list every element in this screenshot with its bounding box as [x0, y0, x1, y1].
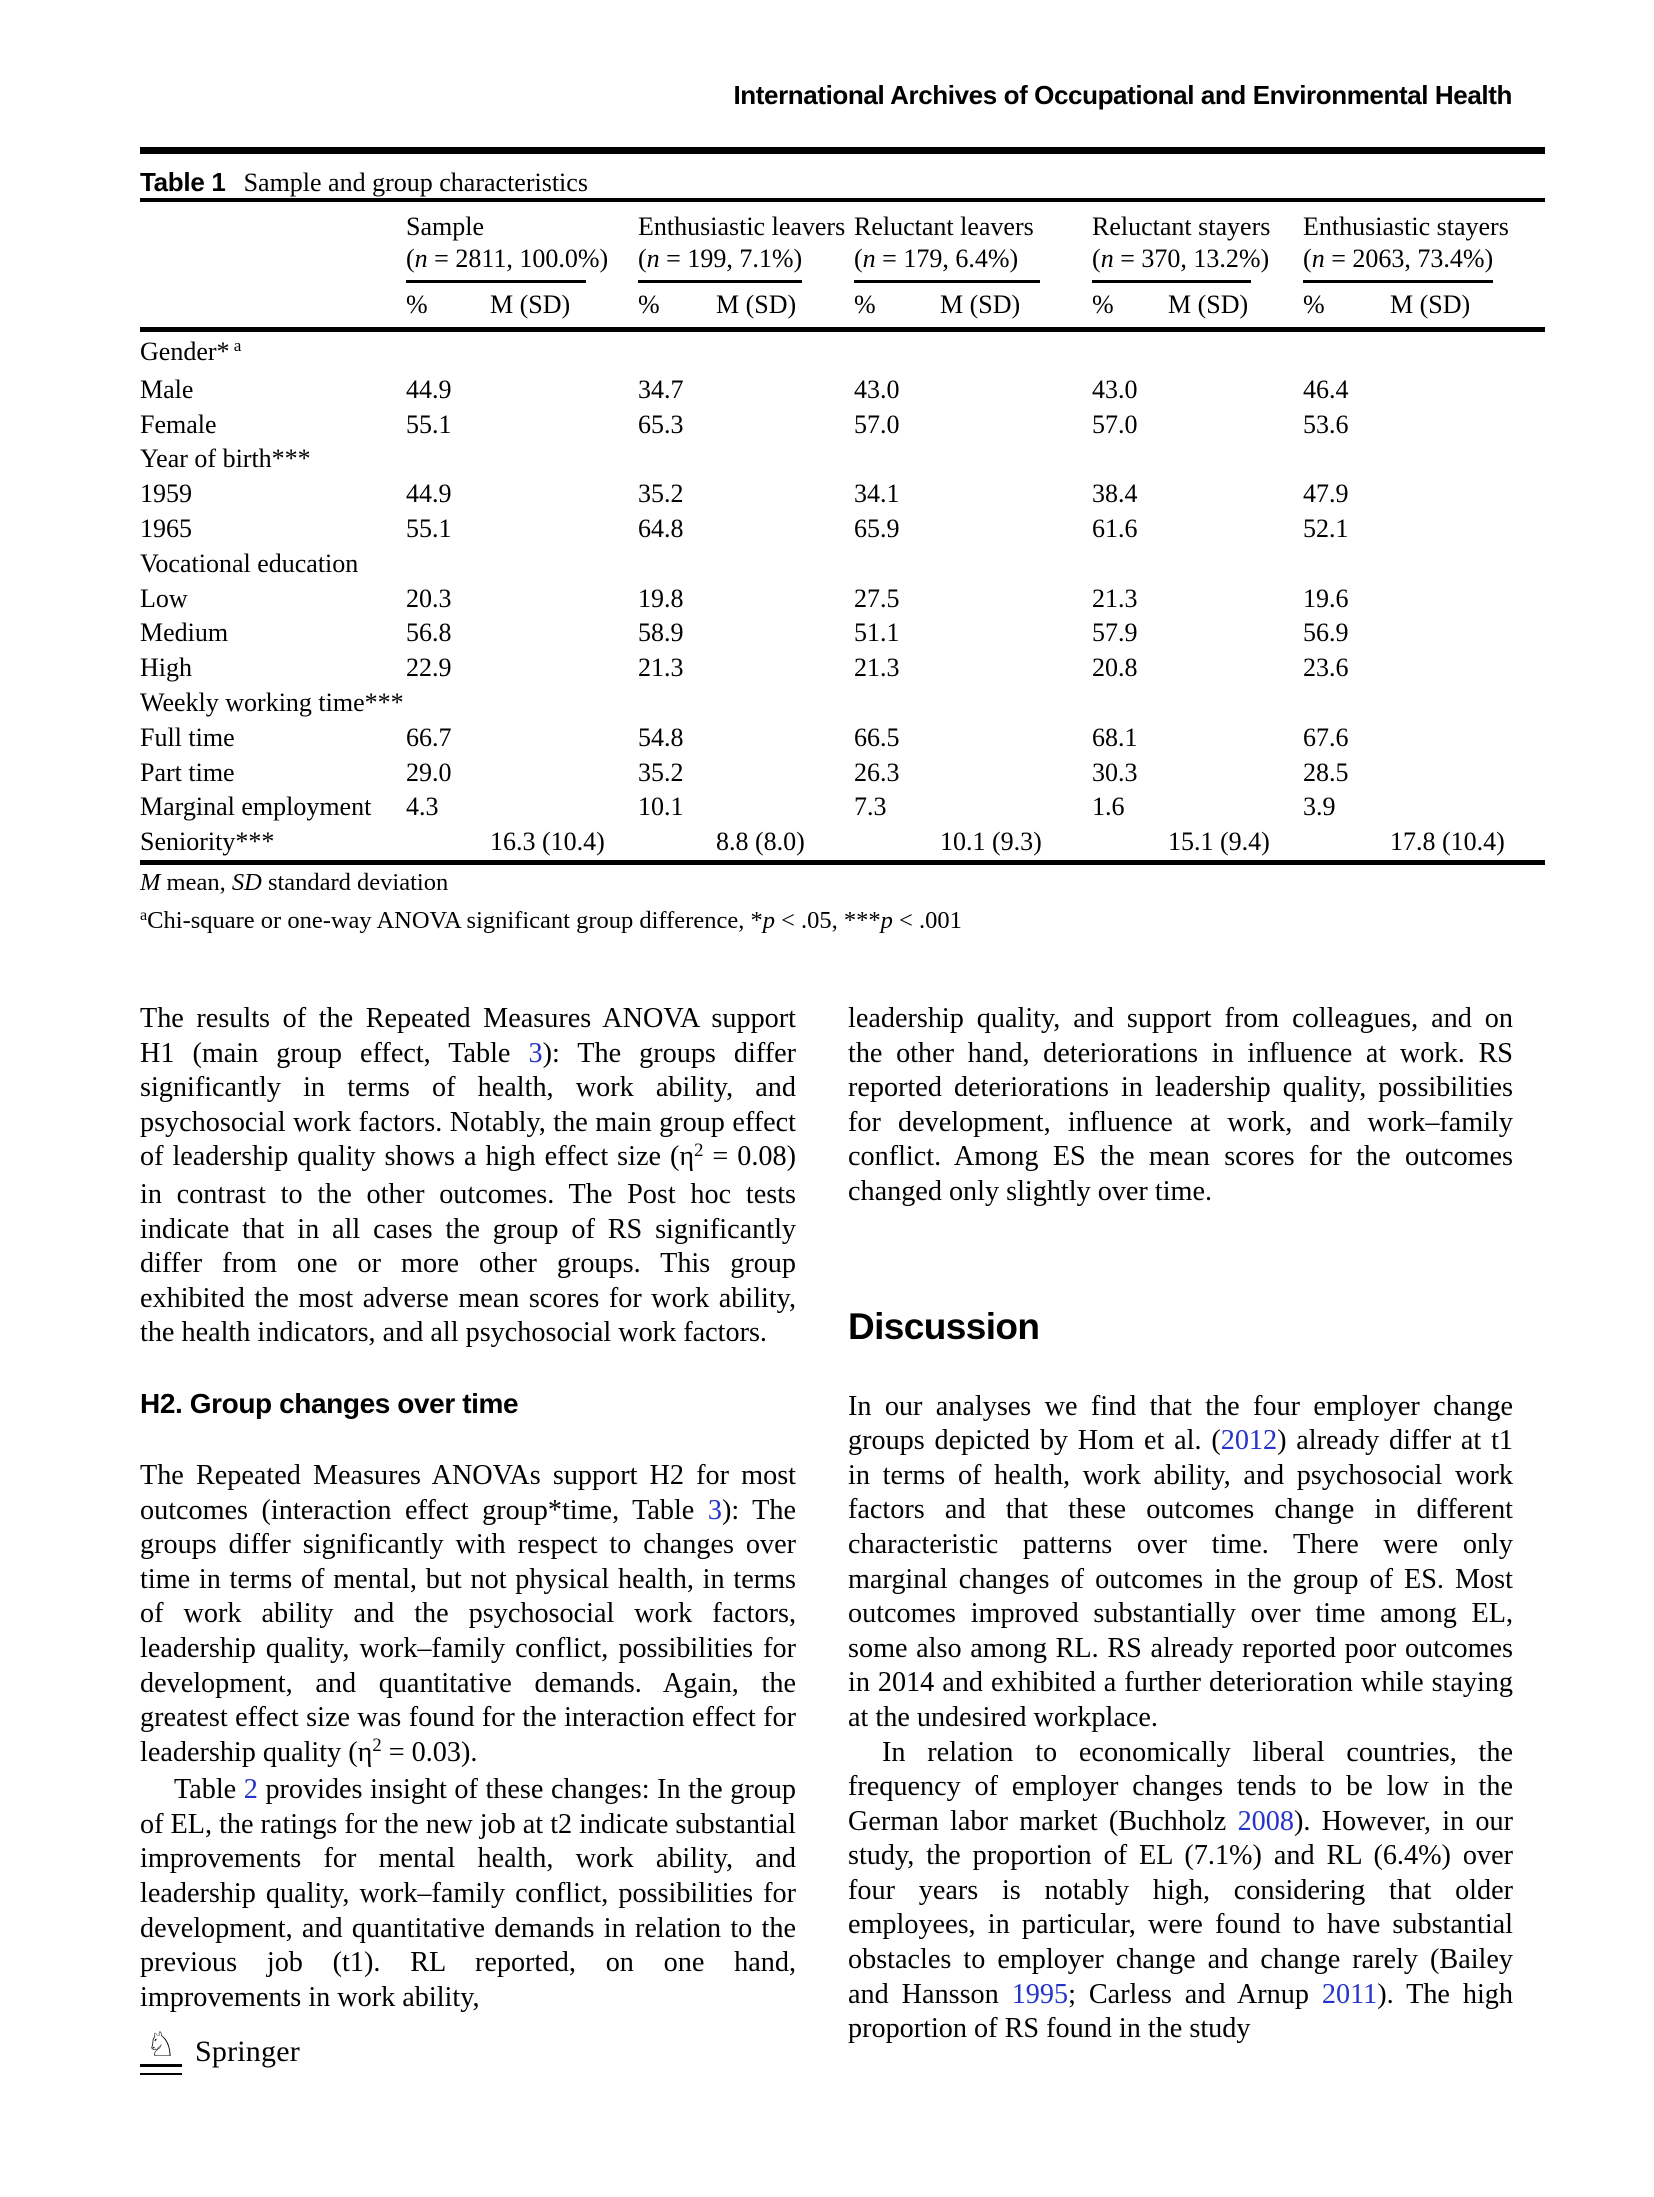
text-segment: ( — [1303, 244, 1312, 273]
cell-percent: 7.3 — [854, 792, 887, 822]
cell-msd — [490, 651, 638, 686]
cell-percent: 44.9 — [406, 479, 452, 509]
cell-percent: 67.6 — [1303, 722, 1349, 752]
cell-msd — [1168, 373, 1303, 408]
cell-msd — [940, 651, 1092, 686]
row-label: Gender* $^a$ — [140, 336, 242, 366]
subheader-percent: % — [406, 283, 490, 330]
cell-percent: 19.8 — [638, 583, 684, 613]
row-label: Full time — [140, 722, 235, 752]
text-segment: p — [762, 907, 775, 934]
table-header-row-groups — [140, 200, 1545, 283]
text-segment: In relation to economically liberal countries, the frequency of employer changes tends to be low in the German labor market (Buchholz — [848, 1736, 1513, 1837]
citation-link[interactable]: 2 — [243, 1774, 258, 1806]
group-n-label — [1303, 242, 1545, 275]
body-column-right — [848, 1002, 1513, 2047]
paragraph-table2-insight — [140, 1773, 796, 2015]
citation-link[interactable]: 3 — [707, 1494, 722, 1526]
cell-percent: 43.0 — [1092, 374, 1138, 404]
text-segment: M — [140, 869, 161, 896]
group-n-label — [638, 242, 854, 275]
springer-knight-icon: ♘ — [140, 2028, 182, 2075]
row-label: Female — [140, 409, 217, 439]
journal-title: International Archives of Occupational and Environmental Health — [733, 80, 1512, 110]
text-segment: n — [646, 244, 660, 273]
text-segment: = 370, 13.2%) — [1113, 244, 1270, 273]
subheader-msd: M (SD) — [940, 283, 1092, 330]
text-segment: ( — [406, 244, 415, 273]
cell-msd — [1168, 408, 1303, 443]
table-row — [140, 756, 1545, 791]
cell-msd — [490, 512, 638, 547]
cell-percent: 23.6 — [1303, 653, 1349, 683]
cell-percent: 56.9 — [1303, 618, 1349, 648]
text-segment: ) already differ at t1 in terms of health, work ability, and psychosocial work factors and that these outcomes change in different characteristic patterns over time. There were only marginal changes of outcomes in the group of ES. Most outcomes improved substantially over time among EL, some also among RL. RS already reported poor outcomes in 2014 and exhibited a further deterioration while staying at the undesired workplace. — [848, 1425, 1513, 1733]
cell-msd — [490, 756, 638, 791]
cell-percent: 29.0 — [406, 757, 452, 787]
text-segment: ). However, in our study, the proportion of EL (7.1%) and RL (6.4%) over four years is notably high, considering that older employees, in particular, were found to have substantial obstacles to employer change and change rarely (Bailey and Hansson — [848, 1805, 1513, 2010]
text-segment: = 2811, 100.0%) — [427, 244, 609, 273]
cell-msd — [716, 477, 854, 512]
group-header-sample — [406, 200, 638, 283]
table-row — [140, 373, 1545, 408]
row-label: 1965 — [140, 513, 192, 543]
text-segment: ). The high proportion of RS found in the study — [848, 1978, 1513, 2045]
cell-msd — [1390, 582, 1545, 617]
cell-percent: 22.9 — [406, 653, 452, 683]
cell-msd — [716, 582, 854, 617]
table-row — [140, 547, 1545, 582]
cell-percent: 43.0 — [854, 374, 900, 404]
table-corner-cell — [140, 200, 406, 330]
cell-msd — [1390, 616, 1545, 651]
cell-percent: 44.9 — [406, 374, 452, 404]
cell-msd — [490, 408, 638, 443]
cell-percent: 64.8 — [638, 513, 684, 543]
cell-percent: 4.3 — [406, 792, 439, 822]
row-label: Medium — [140, 618, 229, 648]
cell-msd — [940, 790, 1092, 825]
subheader-percent: % — [1303, 283, 1390, 330]
cell-msd — [716, 512, 854, 547]
cell-msd — [1168, 582, 1303, 617]
cell-percent — [406, 825, 490, 862]
cell-percent: 53.6 — [1303, 409, 1349, 439]
cell-msd — [940, 756, 1092, 791]
cell-percent: 3.9 — [1303, 792, 1336, 822]
table-row — [140, 721, 1545, 756]
table-row — [140, 330, 1545, 373]
cell-msd — [1168, 756, 1303, 791]
cell-msd — [490, 790, 638, 825]
cell-percent: 47.9 — [1303, 479, 1349, 509]
paragraph-discussion-2 — [848, 1736, 1513, 2047]
text-segment: ( — [1092, 244, 1101, 273]
cell-msd: 10.1 (9.3) — [940, 827, 1042, 857]
citation-link[interactable]: 2011 — [1321, 1978, 1378, 2010]
cell-percent: 66.5 — [854, 722, 900, 752]
group-name: Enthusiastic stayers — [1303, 212, 1509, 241]
text-segment: SD — [231, 869, 262, 896]
cell-msd — [1390, 512, 1545, 547]
text-segment: = 199, 7.1%) — [659, 244, 803, 273]
cell-percent — [854, 825, 940, 862]
text-segment: standard deviation — [261, 869, 449, 896]
text-segment: The Repeated Measures ANOVAs support H2 for most outcomes (interaction effect group*time, Table — [140, 1459, 796, 1526]
citation-link[interactable]: 2012 — [1220, 1425, 1278, 1457]
cell-percent: 34.1 — [854, 479, 900, 509]
paragraph-discussion-1 — [848, 1390, 1513, 1736]
cell-msd: 8.8 (8.0) — [716, 827, 805, 857]
cell-percent: 55.1 — [406, 409, 452, 439]
cell-percent: 61.6 — [1092, 513, 1138, 543]
cell-percent — [1092, 825, 1168, 862]
row-label: Low — [140, 583, 188, 613]
group-n-label — [406, 242, 638, 275]
publisher-name: Springer — [195, 2034, 300, 2068]
group-name: Sample — [406, 212, 484, 241]
group-header-enthusiastic-leavers — [638, 200, 854, 283]
text-segment: mean, — [160, 869, 232, 896]
text-segment: Chi-square or one-way ANOVA significant group difference, * — [147, 907, 763, 934]
cell-percent: 55.1 — [406, 513, 452, 543]
group-name: Reluctant leavers — [854, 212, 1034, 241]
text-segment: = 179, 6.4%) — [875, 244, 1019, 273]
paragraph-continuation — [848, 1002, 1513, 1210]
subheader-percent: % — [854, 283, 940, 330]
cell-msd — [490, 721, 638, 756]
paragraph-results-h1 — [140, 1002, 796, 1351]
group-n-label — [1092, 242, 1303, 275]
cell-percent: 35.2 — [638, 479, 684, 509]
citation-link[interactable]: 1995 — [1011, 1978, 1069, 2010]
cell-percent: 54.8 — [638, 722, 684, 752]
text-segment: 2 — [694, 1140, 704, 1162]
text-segment: ): The groups differ significantly with respect to changes over time in terms of mental, but not physical health, in terms of work ability and the psychosocial work factors, leadership quality, work–family conflict, possibilities for development, and quantitative demands. Again, the greatest effect size was found for the interaction effect for leadership quality (η — [140, 1494, 796, 1768]
cell-msd — [1390, 373, 1545, 408]
cell-msd — [490, 616, 638, 651]
cell-msd — [940, 582, 1092, 617]
text-segment: provides insight of these changes: In the group of EL, the ratings for the new job at t2 indicate substantial improvements for mental health, work ability, and leadership quality, work–family conflict, possibilities for development, and quantitative demands in relation to the previous job (t1). RL reported, on one hand, improvements in work ability, — [140, 1774, 796, 2013]
table-row — [140, 512, 1545, 547]
cell-msd — [716, 756, 854, 791]
body-column-left — [140, 1002, 796, 2047]
cell-percent: 30.3 — [1092, 757, 1138, 787]
text-segment: ( — [854, 244, 863, 273]
cell-percent: 38.4 — [1092, 479, 1138, 509]
cell-percent — [638, 825, 716, 862]
sample-table — [140, 198, 1545, 865]
cell-percent: 65.3 — [638, 409, 684, 439]
cell-msd — [1168, 790, 1303, 825]
paragraph-h2-support — [140, 1459, 796, 1773]
cell-msd — [716, 721, 854, 756]
cell-percent: 20.8 — [1092, 653, 1138, 683]
cell-msd — [940, 408, 1092, 443]
cell-percent: 68.1 — [1092, 722, 1138, 752]
text-segment: ): The groups differ significantly in terms of health, work ability, and psychosocial work factors. Notably, the main group effect of leadership quality shows a high effect size (η — [140, 1037, 796, 1173]
group-header-reluctant-leavers — [854, 200, 1092, 283]
text-segment: In our analyses we find that the four employer change groups depicted by Hom et al. ( — [848, 1390, 1513, 1457]
cell-percent: 21.3 — [854, 653, 900, 683]
row-label: Seniority*** — [140, 827, 275, 857]
table-caption — [140, 167, 588, 198]
row-label: Weekly working time*** — [140, 687, 404, 717]
section-heading-discussion: Discussion — [848, 1305, 1040, 1347]
cell-percent: 19.6 — [1303, 583, 1349, 613]
table-row — [140, 616, 1545, 651]
cell-msd — [490, 477, 638, 512]
cell-percent: 65.9 — [854, 513, 900, 543]
cell-percent: 56.8 — [406, 618, 452, 648]
table-caption-text: Sample and group characteristics — [243, 168, 588, 197]
cell-percent: 52.1 — [1303, 513, 1349, 543]
table-caption-label: Table 1 — [140, 167, 226, 197]
header-rule — [140, 147, 1545, 154]
subheader-percent: % — [1092, 283, 1168, 330]
cell-msd — [490, 373, 638, 408]
cell-percent: 34.7 — [638, 374, 684, 404]
text-segment: = 0.08) in contrast to the other outcomes. The Post hoc tests indicate that in all cases the group of RS significantly differ from one or more other groups. This group exhibited the most adverse mean scores for work ability, the health indicators, and all psychosocial work factors. — [140, 1141, 796, 1349]
row-label: Male — [140, 374, 194, 404]
text-segment: = 0.03). — [381, 1736, 478, 1768]
table1-area — [140, 198, 1545, 865]
table-footnotes — [140, 864, 962, 943]
table-row — [140, 582, 1545, 617]
subheader-msd: M (SD) — [716, 283, 854, 330]
cell-percent: 57.9 — [1092, 618, 1138, 648]
subheader-msd: M (SD) — [1390, 283, 1545, 330]
table-row — [140, 408, 1545, 443]
cell-msd — [1168, 651, 1303, 686]
cell-msd — [1390, 651, 1545, 686]
cell-percent — [1303, 825, 1390, 862]
cell-msd: 16.3 (10.4) — [490, 827, 605, 857]
text-segment: n — [1311, 244, 1325, 273]
cell-msd — [490, 582, 638, 617]
cell-msd — [1390, 790, 1545, 825]
row-label: Marginal employment — [140, 792, 372, 822]
row-label: High — [140, 653, 192, 683]
body-columns — [140, 1002, 1513, 2047]
group-header-reluctant-stayers — [1092, 200, 1303, 283]
text-segment: leadership quality, and support from colleagues, and on the other hand, deteriorations in influence at work. RS reported deteriorations in leadership quality, possibilities for development, influence at work, and work–family conflict. Among ES the mean scores for the outcomes changed only slightly over time. — [848, 1003, 1513, 1207]
cell-msd: 15.1 (9.4) — [1168, 827, 1270, 857]
cell-msd — [1390, 408, 1545, 443]
group-name: Enthusiastic leavers — [638, 212, 846, 241]
cell-msd — [1168, 477, 1303, 512]
cell-percent: 57.0 — [854, 409, 900, 439]
cell-msd — [1390, 721, 1545, 756]
cell-msd — [940, 512, 1092, 547]
text-segment: < .05, *** — [774, 907, 881, 934]
cell-percent: 21.3 — [638, 653, 684, 683]
table-row — [140, 442, 1545, 477]
cell-msd — [940, 721, 1092, 756]
citation-link[interactable]: 2008 — [1237, 1805, 1294, 1837]
subheader-msd: M (SD) — [1168, 283, 1303, 330]
cell-msd — [716, 408, 854, 443]
cell-percent: 20.3 — [406, 583, 452, 613]
text-segment: ; Carless and Arnup — [1068, 1978, 1322, 2010]
cell-msd — [1168, 721, 1303, 756]
text-segment: n — [414, 244, 428, 273]
cell-percent: 66.7 — [406, 722, 452, 752]
text-segment: a — [140, 906, 148, 924]
cell-msd — [716, 790, 854, 825]
group-header-enthusiastic-stayers — [1303, 200, 1545, 283]
publisher-footer — [140, 2025, 300, 2075]
text-segment: Table — [174, 1774, 244, 1806]
footnote-significance — [140, 902, 962, 943]
table-row — [140, 686, 1545, 721]
row-label: Part time — [140, 757, 235, 787]
text-segment: = 2063, 73.4%) — [1324, 244, 1494, 273]
cell-percent: 57.0 — [1092, 409, 1138, 439]
citation-link[interactable]: 3 — [528, 1037, 543, 1069]
cell-percent: 51.1 — [854, 618, 900, 648]
cell-msd — [940, 616, 1092, 651]
subheader-msd: M (SD) — [490, 283, 638, 330]
cell-msd — [1168, 512, 1303, 547]
table-row — [140, 651, 1545, 686]
subheader-percent: % — [638, 283, 716, 330]
group-n-label — [854, 242, 1092, 275]
subsection-heading-h2: H2. Group changes over time — [140, 1387, 519, 1419]
cell-percent: 21.3 — [1092, 583, 1138, 613]
table-row — [140, 790, 1545, 825]
group-name: Reluctant stayers — [1092, 212, 1271, 241]
text-segment: n — [862, 244, 876, 273]
row-label: Year of birth*** — [140, 444, 311, 474]
row-label: Vocational education — [140, 548, 359, 578]
cell-msd — [940, 373, 1092, 408]
cell-msd — [1168, 616, 1303, 651]
table-row — [140, 825, 1545, 862]
text-segment: The results of the Repeated Measures ANOVA support H1 (main group effect, Table — [140, 1003, 796, 1069]
cell-msd — [940, 477, 1092, 512]
cell-percent: 46.4 — [1303, 374, 1349, 404]
cell-percent: 28.5 — [1303, 757, 1349, 787]
cell-percent: 10.1 — [638, 792, 684, 822]
cell-msd: 17.8 (10.4) — [1390, 827, 1505, 857]
text-segment: ( — [638, 244, 647, 273]
row-label: 1959 — [140, 479, 192, 509]
cell-percent: 35.2 — [638, 757, 684, 787]
cell-percent: 58.9 — [638, 618, 684, 648]
footnote-abbreviations — [140, 864, 962, 902]
text-segment: n — [1100, 244, 1114, 273]
cell-percent: 27.5 — [854, 583, 900, 613]
cell-msd — [716, 651, 854, 686]
text-segment: < .001 — [892, 907, 962, 934]
text-segment: 2 — [372, 1735, 382, 1757]
row-label-superscript: a — [229, 336, 242, 356]
text-segment: p — [880, 907, 893, 934]
cell-percent: 26.3 — [854, 757, 900, 787]
cell-percent: 1.6 — [1092, 792, 1125, 822]
cell-msd — [1390, 756, 1545, 791]
table-row — [140, 477, 1545, 512]
cell-msd — [716, 616, 854, 651]
cell-msd — [716, 373, 854, 408]
table-body — [140, 330, 1545, 863]
cell-msd — [1390, 477, 1545, 512]
